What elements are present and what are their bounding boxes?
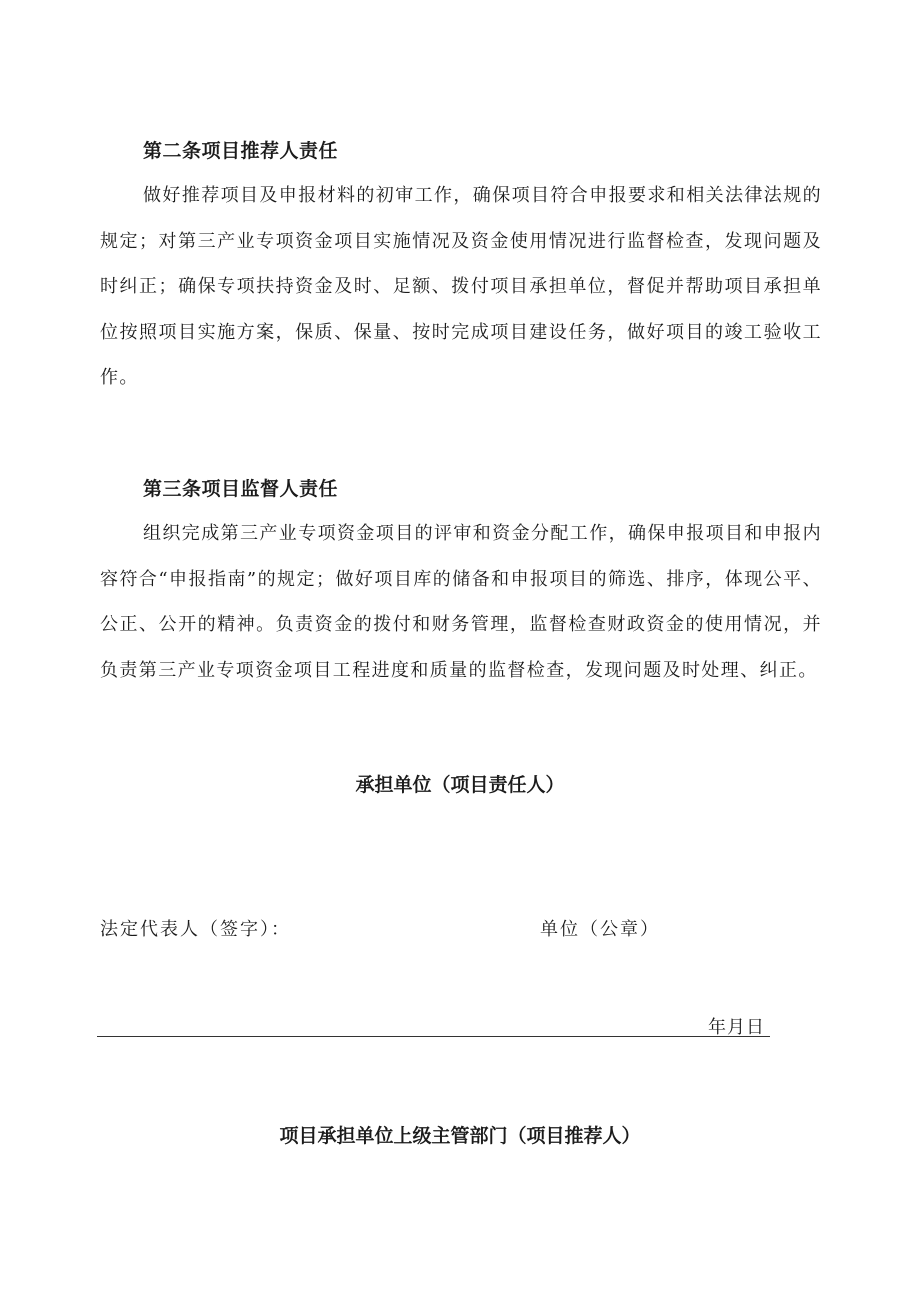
undertaker-section-title: 承担单位（项目责任人）	[355, 774, 565, 796]
unit-seal-label: 单位（公章）	[540, 919, 660, 940]
date-label: 年月日	[708, 1017, 765, 1038]
article-3-body: 组织完成第三产业专项资金项目的评审和资金分配工作，确保申报项目和申报内容符合“申报指南”的规定；做好项目库的储备和申报项目的筛选、排序，体现公平、公正、公开的精神。负责资金的拨付和财务管理，监督检查财政资金的使用情况，并负责第三产业专项资金项目工程进度和质量的监督检查，发现问题及时处理、纠正。	[100, 523, 822, 681]
signature-divider-line	[97, 1036, 770, 1037]
superior-department-section-title: 项目承担单位上级主管部门（项目推荐人）	[279, 1125, 641, 1147]
legal-representative-signature-label: 法定代表人（签字）：	[100, 919, 291, 940]
article-2-body: 做好推荐项目及申报材料的初审工作，确保项目符合申报要求和相关法律法规的规定；对第三产业专项资金项目实施情况及资金使用情况进行监督检查，发现问题及时纠正；确保专项扶持资金及时、足额、拨付项目承担单位，督促并帮助项目承担单位按照项目实施方案，保质、保量、按时完成项目建设任务，做好项目的竣工验收工作。	[100, 185, 822, 388]
article-3-heading: 第三条项目监督人责任	[143, 478, 339, 500]
article-2-heading: 第二条项目推荐人责任	[143, 140, 339, 162]
